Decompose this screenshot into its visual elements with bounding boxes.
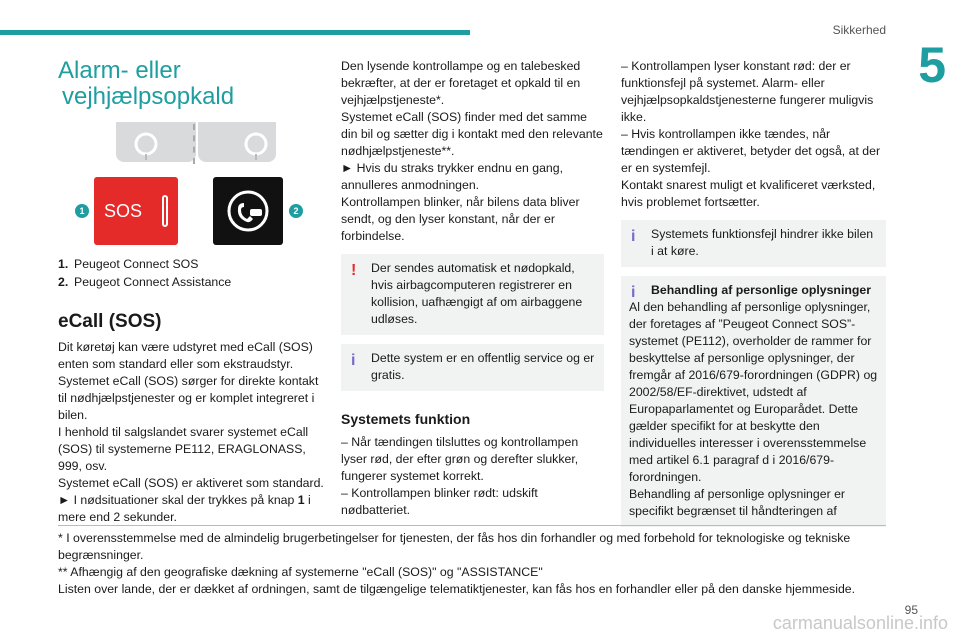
header-accent-bar	[0, 30, 470, 35]
chapter-number: 5	[918, 37, 946, 93]
section-title: Sikkerhed	[832, 23, 886, 37]
body-paragraph: – Kontrollampen blinker rødt: udskift nødbatteriet.	[341, 486, 538, 517]
ecall-paragraph: Systemet eCall (SOS) sørger for direkte kontakt til nødhjælpstjenester og er komplet integreret i bilen.	[58, 374, 319, 422]
footnote: * I overensstemmelse med de almindelig brugerbetingelser for tjenesten, der fås hos din forhandler og med forbehold for teknologiske og tekniske begrænsninger.	[58, 531, 851, 562]
footnote-divider	[58, 525, 886, 526]
column-1	[58, 58, 324, 526]
ecall-paragraph: Dit køretøj kan være udstyret med eCall (SOS) enten som standard eller som ekstraudstyr.	[58, 340, 313, 371]
privacy-heading: Behandling af personlige oplysninger	[651, 283, 872, 297]
body-paragraph: – Når tændingen tilsluttes og kontrollampen lyser rød, der efter grøn og derefter slukker, fungerer systemet korrekt.	[341, 435, 579, 483]
sos-label: SOS	[104, 200, 143, 221]
body-paragraph: Kontakt snarest muligt et kvalificeret værksted, hvis problemet fortsætter.	[621, 178, 876, 209]
sos-indicator-icon	[162, 195, 168, 227]
column-2	[341, 58, 604, 519]
function-heading: Systemets funktion	[341, 411, 471, 427]
badge-1: 1	[75, 204, 89, 218]
info-icon: i	[631, 228, 636, 245]
badge-2: 2	[289, 204, 303, 218]
footnotes	[58, 530, 886, 598]
warning-note: ! Der sendes automatisk et nødopkald, hvis airbagcomputeren registrerer en kollision, uafhængigt af om airbaggene udløses.	[341, 254, 604, 335]
info-note: i Dette system er en offentlig service og er gratis.	[341, 344, 604, 391]
body-paragraph: Den lysende kontrollampe og en talebesked bekræfter, at der er foretaget et opkald til en vejhjælpstjeneste*.	[341, 59, 581, 107]
info-icon: i	[631, 284, 636, 301]
body-paragraph: – Hvis kontrollampen ikke tændes, når tændingen er aktiveret, betyder det også, at der er en systemfejl.	[621, 127, 881, 175]
footnote: ** Afhængig af den geografiske dækning af systemerne "eCall (SOS)" og "ASSISTANCE"	[58, 565, 543, 579]
page-title	[58, 58, 324, 110]
ceiling-console-left	[116, 122, 196, 162]
body-paragraph: Systemet eCall (SOS) finder med det samme din bil og sætter dig i kontakt med den relevante nødhjælpstjeneste**.	[341, 110, 603, 158]
info-icon: i	[351, 352, 356, 369]
sos-button[interactable]	[94, 177, 178, 245]
steering-wheel-icon-2	[198, 122, 276, 162]
steering-wheel-icon	[116, 122, 196, 162]
button-illustration	[58, 122, 324, 242]
assistance-button[interactable]	[213, 177, 283, 245]
privacy-paragraph: Al den behandling af personlige oplysninger, der foretages af ”Peugeot Connect SOS”-systemet (PE112), overholder de rammer for beskyttelse af personlige oplysninger, der fremgår af 2016/679-forordningen (GDPR) og 2002/58/EF-direktivet, udstedt af Europaparlamentet og Europarådet. Dette gælder specifikt for at beskytte den individuelles interesser i overensstemmelse med artikel 6.1 paragraf d i 2016/679-forordningen.	[629, 300, 878, 484]
column-3	[621, 58, 886, 536]
privacy-note	[621, 276, 886, 527]
page-number: 95	[904, 603, 918, 617]
body-paragraph: Kontrollampen blinker, når bilens data bliver sendt, og den lyser konstant, når der er forbindelse.	[341, 195, 580, 243]
ecall-instruction: ► I nødsituationer skal der trykkes på knap 1 i mere end 2 sekunder.	[58, 493, 311, 524]
warning-icon: !	[351, 262, 357, 279]
page-title-line2: vejhjælpsopkald	[62, 83, 235, 110]
page-title-line1: Alarm- eller	[58, 57, 181, 84]
footnote: Listen over lande, der er dækket af ordningen, samt de tilgængelige telematiktjenester, kan fås hos en forhandler eller på den danske hjemmeside.	[58, 582, 856, 596]
watermark: carmanualsonline.info	[772, 613, 948, 633]
ecall-paragraph: Systemet eCall (SOS) er aktiveret som standard.	[58, 476, 324, 490]
assistance-icon	[226, 189, 270, 233]
ceiling-console-right	[198, 122, 276, 162]
body-paragraph: ► Hvis du straks trykker endnu en gang, annulleres anmodningen.	[341, 161, 564, 192]
privacy-paragraph: Behandling af personlige oplysninger er specifikt begrænset til håndteringen af	[629, 487, 846, 518]
ecall-heading: eCall (SOS)	[58, 311, 162, 332]
legend-item: 2. Peugeot Connect Assistance	[58, 275, 232, 289]
ecall-paragraph: I henhold til salgslandet svarer systemet eCall (SOS) til systemerne PE112, ERAGLONASS, 999, osv.	[58, 425, 309, 473]
info-note: i Systemets funktionsfejl hindrer ikke bilen i at køre.	[621, 220, 886, 267]
illustration-divider	[193, 124, 195, 164]
legend-item: 1. Peugeot Connect SOS	[58, 257, 199, 271]
body-paragraph: – Kontrollampen lyser konstant rød: der er funktionsfejl på systemet. Alarm- eller vejhjælpsopkaldstjenesterne fungerer muligvis ikke.	[621, 59, 874, 124]
button-legend	[58, 256, 324, 291]
